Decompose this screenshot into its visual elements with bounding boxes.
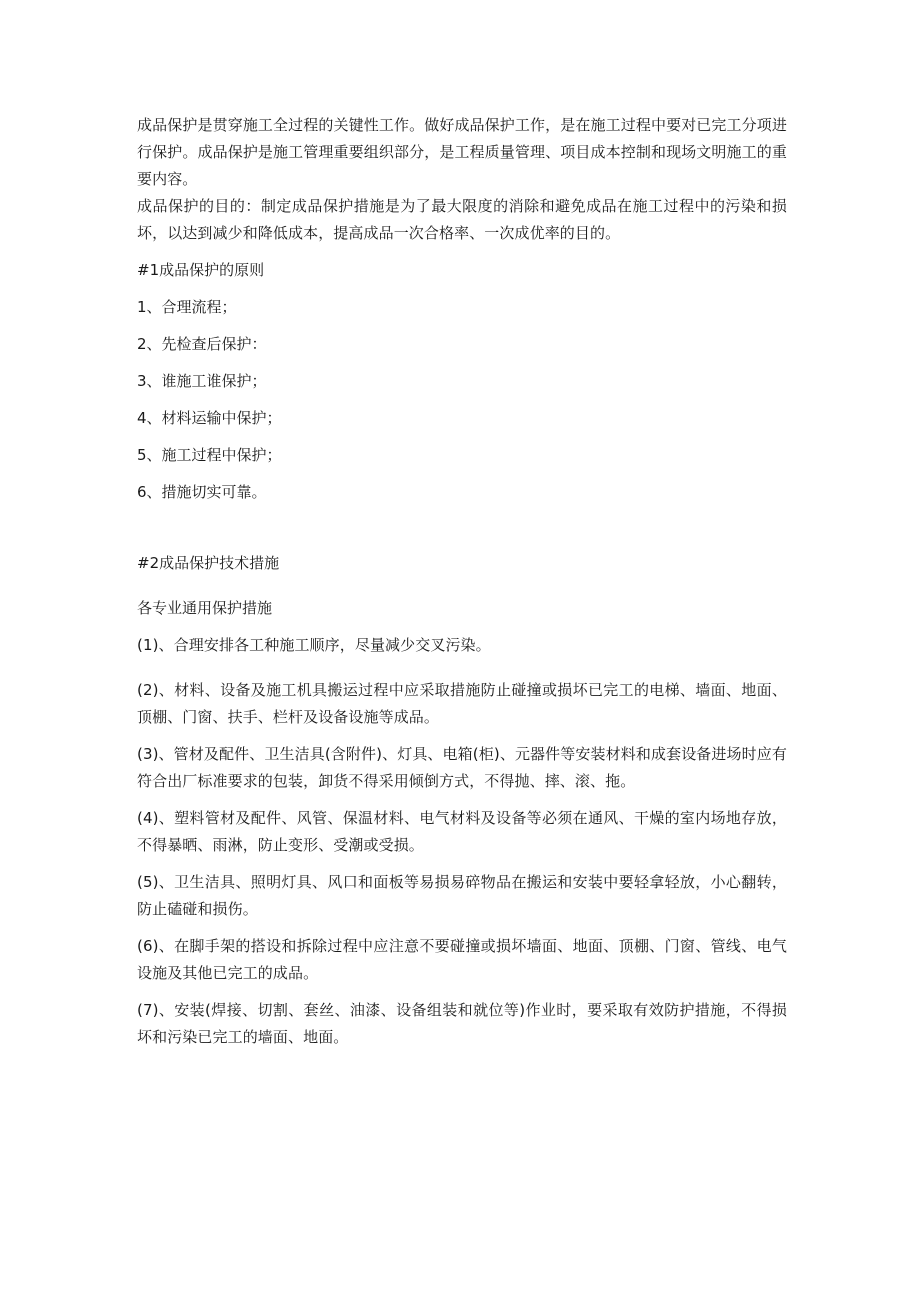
- intro-paragraph: 成品保护是贯穿施工全过程的关键性工作。做好成品保护工作，是在施工过程中要对已完工分项进行保护。成品保护是施工管理重要组织部分，是工程质量管理、项目成本控制和现场文明施工的重要内容。: [137, 116, 787, 188]
- measure-item: (3)、管材及配件、卫生洁具(含附件)、灯具、电箱(柜)、元器件等安装材料和成套设备进场时应有符合出厂标准要求的包装，卸货不得采用倾倒方式，不得抛、摔、滚、拖。: [137, 745, 787, 790]
- principle-item: 2、先检查后保护：: [137, 335, 267, 353]
- measure-item: (5)、卫生洁具、照明灯具、风口和面板等易损易碎物品在搬运和安装中要轻拿轻放，小心翻转，防止磕碰和损伤。: [137, 873, 787, 918]
- principle-item: 5、施工过程中保护；: [137, 446, 282, 464]
- principle-item: 4、材料运输中保护；: [137, 409, 282, 427]
- section-heading-principles: #1成品保护的原则: [137, 261, 265, 279]
- principle-item: 6、措施切实可靠。: [137, 483, 267, 501]
- measure-item: (7)、安装(焊接、切割、套丝、油漆、设备组装和就位等)作业时，要采取有效防护措施，不得损坏和污染已完工的墙面、地面。: [137, 1001, 787, 1046]
- subsection-heading: 各专业通用保护措施: [137, 599, 273, 617]
- section-heading-measures: #2成品保护技术措施: [137, 554, 280, 572]
- measure-item: (4)、塑料管材及配件、风管、保温材料、电气材料及设备等必须在通风、干燥的室内场地存放，不得暴晒、雨淋，防止变形、受潮或受损。: [137, 809, 787, 854]
- measure-item: (2)、材料、设备及施工机具搬运过程中应采取措施防止碰撞或损坏已完工的电梯、墙面、地面、顶棚、门窗、扶手、栏杆及设备设施等成品。: [137, 681, 787, 726]
- measure-item: (1)、合理安排各工种施工顺序，尽量减少交叉污染。: [137, 636, 491, 654]
- principle-item: 1、合理流程；: [137, 298, 237, 316]
- measure-item: (6)、在脚手架的搭设和拆除过程中应注意不要碰撞或损坏墙面、地面、顶棚、门窗、管线、电气设施及其他已完工的成品。: [137, 937, 787, 982]
- document-body: [137, 112, 787, 1051]
- purpose-paragraph: 成品保护的目的：制定成品保护措施是为了最大限度的消除和避免成品在施工过程中的污染和损坏，以达到减少和降低成本，提高成品一次合格率、一次成优率的目的。: [137, 197, 787, 242]
- principle-item: 3、谁施工谁保护；: [137, 372, 267, 390]
